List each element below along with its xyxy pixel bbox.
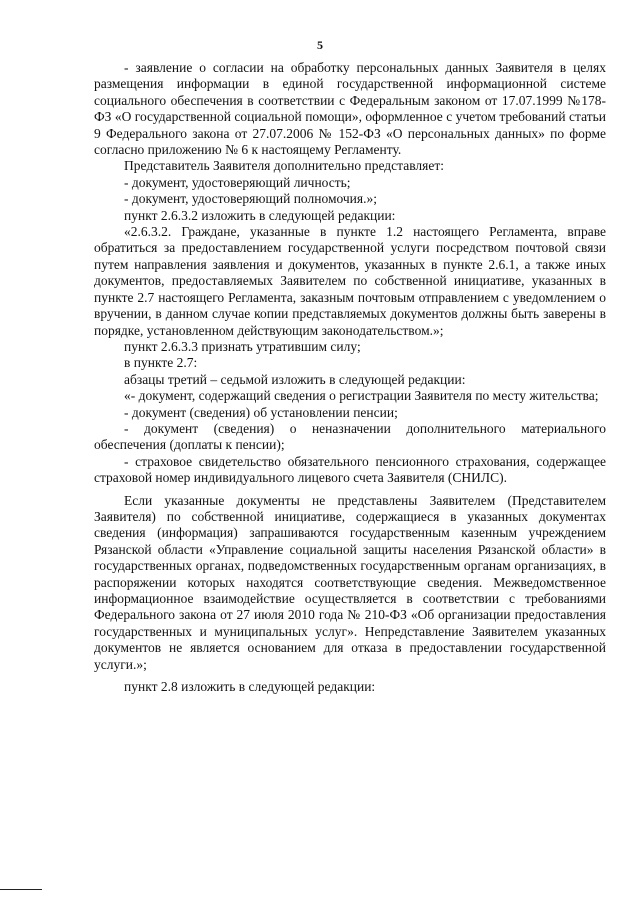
list-item-non-assignment-document: - документ (сведения) о неназначении дополнительного материального обеспечения (доплаты к пенсии); [94, 420, 606, 453]
paragraph-clause-2-8-intro: пункт 2.8 изложить в следующей редакции: [124, 679, 376, 695]
list-item-authority-document: - документ, удостоверяющий полномочия.»; [124, 191, 377, 207]
paragraph-interagency-request: Если указанные документы не представлены Заявителем (Представителем Заявителя) по собственной инициативе, содержащиеся в указанных документах сведения (информация) запрашиваются государственным казенным учреждением Рязанской области «Управление социальной защиты населения Рязанской области» в государственных органах, подведомственных государственным органам организациях, в распоряжении которых находятся соответствующие сведения. Межведомственное информационное взаимодействие осуществляется в соответствии с требованиями Федерального закона от 27 июля 2010 года № 210-ФЗ «Об организации предоставления государственных и муниципальных услуг». Непредставление Заявителем указанных документов не является основанием для отказа в предоставлении государственной услуги.»; [94, 492, 606, 672]
paragraph-clause-2-6-3-2-intro: пункт 2.6.3.2 изложить в следующей редакции: [124, 207, 396, 223]
paragraph-clause-2-6-3-2: «2.6.3.2. Граждане, указанные в пункте 1.2 настоящего Регламента, вправе обратиться за предоставлением государственной услуги посредством почтовой связи путем направления заявления и документов, указанных в пункте 2.6.1, а также иных документов, предоставляемых Заявителем по собственной инициативе, указанных в пункте 2.7 настоящего Регламента, заказным почтовым отправлением с уведомлением о вручении, в данном случае копии представляемых документов должны быть заверены в порядке, установленном действующим законодательством.»; [94, 224, 606, 338]
list-item-snils-document: - страховое свидетельство обязательного пенсионного страхования, содержащее страховой номер индивидуального лицевого счета Заявителя (СНИЛС). [94, 453, 606, 486]
paragraph-representative-provides: Представитель Заявителя дополнительно представляет: [124, 158, 444, 174]
list-item-registration-document: «- документ, содержащий сведения о регистрации Заявителя по месту жительства; [124, 388, 599, 404]
footer-rule [0, 889, 42, 890]
page-number: 5 [317, 38, 323, 52]
paragraph-clause-2-6-3-3: пункт 2.6.3.3 признать утратившим силу; [124, 338, 361, 354]
list-item-identity-document: - документ, удостоверяющий личность; [124, 174, 351, 190]
list-item-pension-document: - документ (сведения) об установлении пенсии; [124, 404, 398, 420]
paragraph-clause-2-7: в пункте 2.7: [124, 355, 198, 371]
paragraph-abzacy-intro: абзацы третий – седьмой изложить в следующей редакции: [124, 371, 466, 387]
document-body [94, 60, 606, 695]
paragraph-consent-statement: - заявление о согласии на обработку персональных данных Заявителя в целях размещения информации в единой государственной информационной системе социального обеспечения в соответствии с Федеральным законом от 17.07.1999 №178-ФЗ «О государственной социальной помощи», оформленное с учетом требований статьи 9 Федерального закона от 27.07.2006 № 152-ФЗ «О персональных данных» по форме согласно приложению № 6 к настоящему Регламенту. [94, 60, 606, 158]
